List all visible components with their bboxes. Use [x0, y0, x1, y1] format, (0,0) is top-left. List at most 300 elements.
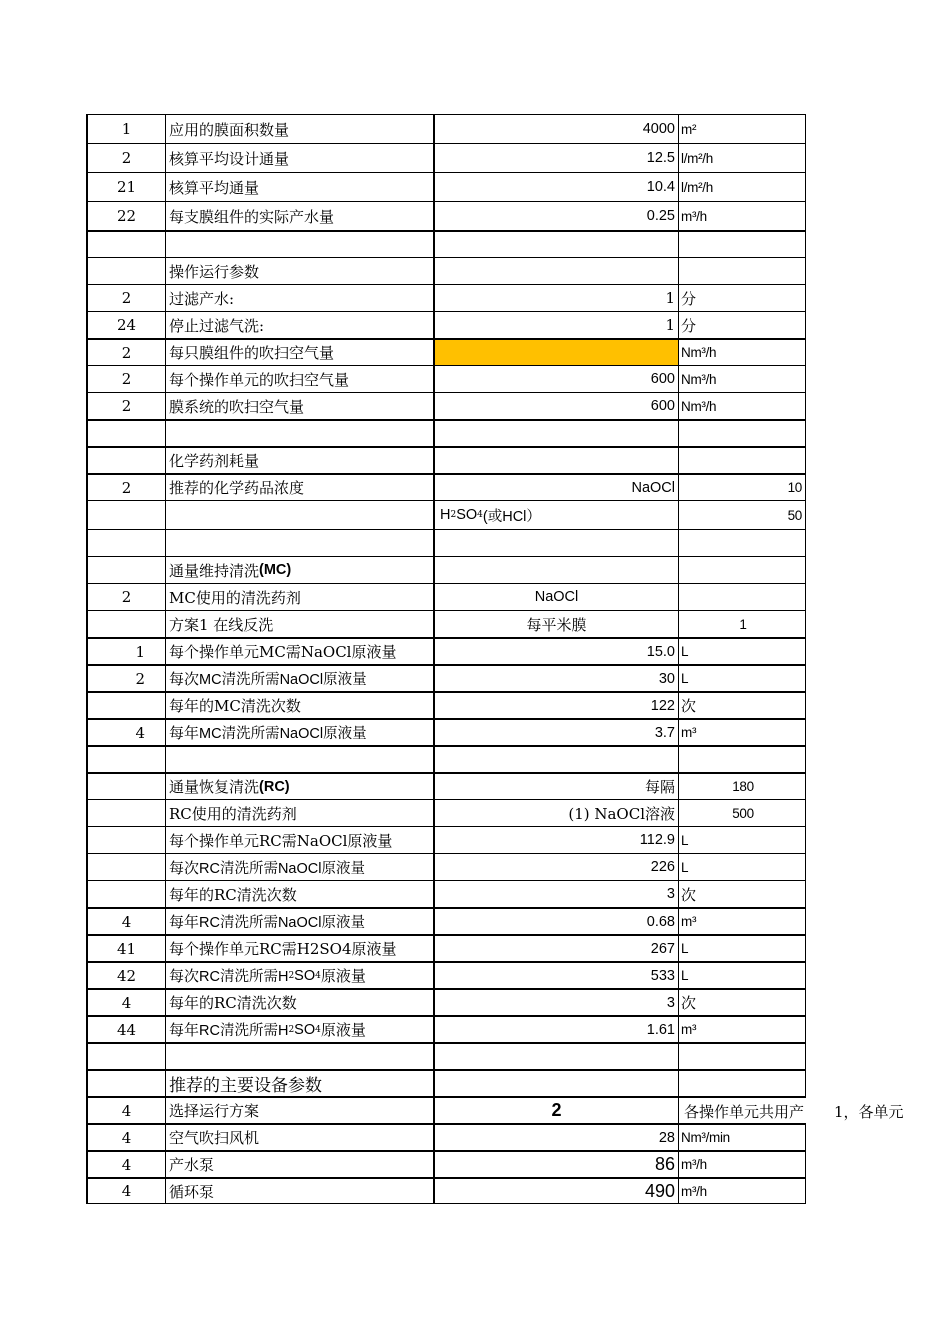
value-text: 3	[666, 994, 675, 1011]
row-label[interactable]	[166, 144, 435, 172]
row-value[interactable]	[435, 827, 679, 853]
row-value[interactable]	[435, 854, 679, 880]
row-value[interactable]	[435, 881, 679, 907]
row-number[interactable]	[86, 115, 166, 143]
label-text: 每年	[169, 913, 200, 931]
table-row	[86, 664, 806, 691]
value-text: 每隔	[644, 778, 675, 796]
table-row	[86, 988, 806, 1015]
row-value[interactable]	[435, 990, 679, 1015]
row-number[interactable]	[86, 1125, 166, 1150]
row-label[interactable]	[166, 557, 435, 583]
label-text: 每只膜组件的吹扫空气量	[169, 344, 335, 362]
row-value[interactable]	[435, 1017, 679, 1042]
row-label[interactable]	[166, 1071, 435, 1096]
row-value[interactable]	[435, 639, 679, 664]
row-unit[interactable]	[679, 666, 806, 691]
row-unit[interactable]	[679, 611, 806, 637]
label-tag: (MC)	[259, 562, 292, 578]
row-number[interactable]	[86, 693, 166, 718]
row-number[interactable]	[86, 173, 166, 201]
label-text: 每次	[169, 967, 200, 985]
row-unit[interactable]	[679, 393, 806, 419]
label-text: 通量维持清洗	[169, 561, 260, 580]
table-row	[86, 201, 806, 230]
table-row	[86, 473, 806, 500]
row-number[interactable]	[86, 232, 166, 257]
row-unit[interactable]	[679, 800, 806, 826]
row-unit[interactable]	[679, 693, 806, 718]
row-unit[interactable]	[679, 1017, 806, 1042]
row-number[interactable]	[86, 936, 166, 961]
row-number-text: 4	[121, 993, 132, 1012]
row-number[interactable]	[86, 393, 166, 419]
subscript: 4	[315, 1024, 321, 1035]
row-unit[interactable]	[679, 1071, 806, 1096]
row-number[interactable]	[86, 202, 166, 230]
row-label[interactable]	[166, 963, 435, 988]
row-number[interactable]	[86, 285, 166, 311]
table-row	[86, 691, 806, 718]
row-unit[interactable]	[679, 990, 806, 1015]
table-row	[86, 500, 806, 529]
row-unit[interactable]	[679, 1125, 806, 1150]
row-number[interactable]	[86, 639, 166, 664]
table-row	[86, 1123, 806, 1150]
row-label[interactable]	[166, 909, 435, 934]
row-label[interactable]	[166, 720, 435, 745]
row-unit[interactable]	[679, 312, 806, 338]
row-label[interactable]	[166, 475, 435, 500]
row-unit[interactable]	[679, 258, 806, 284]
table-row	[86, 172, 806, 201]
row-value[interactable]	[435, 666, 679, 691]
row-number[interactable]	[86, 990, 166, 1015]
row-number[interactable]	[86, 448, 166, 473]
row-unit[interactable]	[679, 144, 806, 172]
value-text: 112.9	[639, 832, 675, 848]
row-number-text: 41	[116, 939, 137, 958]
unit-text: l/m²/h	[681, 150, 713, 166]
row-label[interactable]	[166, 1179, 435, 1203]
unit-text: L	[681, 671, 689, 686]
row-label[interactable]	[166, 854, 435, 880]
row-unit[interactable]	[679, 584, 806, 610]
row-number-text: 44	[116, 1020, 137, 1039]
row-value[interactable]	[435, 909, 679, 934]
label-text: 应用的膜面积数量	[169, 120, 290, 139]
unit-text: Nm³/h	[681, 398, 717, 414]
unit-text: Nm³/min	[681, 1130, 730, 1145]
row-value[interactable]	[435, 393, 679, 419]
value-text: 267	[650, 940, 675, 957]
row-value[interactable]	[435, 1098, 679, 1123]
row-number[interactable]	[86, 800, 166, 826]
row-number[interactable]	[86, 747, 166, 772]
table-row	[86, 826, 806, 853]
row-label[interactable]	[166, 340, 435, 365]
row-value[interactable]	[435, 693, 679, 718]
row-number[interactable]	[86, 1017, 166, 1042]
row-unit[interactable]	[679, 232, 806, 257]
row-unit[interactable]	[679, 774, 806, 799]
row-number[interactable]	[86, 1071, 166, 1096]
row-value[interactable]	[435, 475, 679, 500]
row-number-text: 4	[121, 912, 132, 931]
table-row	[86, 961, 806, 988]
row-value[interactable]	[435, 173, 679, 201]
row-number[interactable]	[86, 963, 166, 988]
value-text: NaOCl	[631, 479, 675, 496]
row-label[interactable]	[166, 202, 435, 230]
value-text: 86	[654, 1154, 675, 1174]
row-label[interactable]	[166, 881, 435, 907]
table-row	[86, 583, 806, 610]
row-label[interactable]	[166, 774, 435, 799]
value-text: 10.4	[646, 179, 675, 195]
row-unit[interactable]	[679, 173, 806, 201]
row-label[interactable]	[166, 115, 435, 143]
subscript: 4	[315, 970, 321, 981]
label-text: MC使用的清洗药剂	[169, 588, 301, 607]
value-text: 122	[650, 697, 675, 714]
label-text: 核算平均设计通量	[169, 149, 290, 168]
row-unit[interactable]	[679, 747, 806, 772]
label-text: RC使用的清洗药剂	[169, 804, 297, 823]
row-value[interactable]	[435, 421, 679, 446]
table-row	[86, 907, 806, 934]
row-unit[interactable]	[679, 285, 806, 311]
row-label[interactable]	[166, 530, 435, 556]
row-label[interactable]	[166, 421, 435, 446]
table-row	[86, 1042, 806, 1069]
value-text: 1	[665, 316, 675, 334]
unit-text: 50	[787, 507, 802, 523]
row-label[interactable]	[166, 747, 435, 772]
row-value[interactable]	[435, 774, 679, 799]
unit-text: 500	[732, 805, 754, 821]
row-unit[interactable]	[679, 448, 806, 473]
row-number[interactable]	[86, 421, 166, 446]
row-unit[interactable]	[679, 530, 806, 556]
table-row	[86, 446, 806, 473]
label-text: 每次	[169, 670, 200, 688]
row-number[interactable]	[86, 475, 166, 500]
row-number[interactable]	[86, 312, 166, 338]
unit-text: m³	[681, 725, 697, 740]
row-unit[interactable]	[679, 1044, 806, 1069]
row-label[interactable]	[166, 1017, 435, 1042]
label-text: 产水泵	[169, 1156, 215, 1174]
row-value[interactable]	[435, 611, 679, 637]
value-text: 3	[666, 886, 675, 902]
row-number[interactable]	[86, 611, 166, 637]
label-text: 推荐的化学药品浓度	[169, 479, 305, 497]
unit-text: 分	[681, 289, 697, 308]
row-value[interactable]	[435, 1125, 679, 1150]
row-unit[interactable]	[679, 202, 806, 230]
row-label[interactable]	[166, 827, 435, 853]
value-text: NaOCl	[534, 589, 579, 605]
row-label[interactable]	[166, 232, 435, 257]
row-number[interactable]	[86, 827, 166, 853]
row-value[interactable]	[435, 800, 679, 826]
row-value[interactable]	[435, 747, 679, 772]
label-text: 每年的RC清洗次数	[169, 994, 297, 1012]
value-text: 3.7	[654, 724, 675, 741]
row-label[interactable]	[166, 1098, 435, 1123]
label-text: 每支膜组件的实际产水量	[169, 207, 335, 226]
row-number-text: 2	[121, 289, 132, 307]
label-text: 每年	[169, 724, 200, 742]
row-label[interactable]	[166, 285, 435, 311]
row-number[interactable]	[86, 666, 166, 691]
label-text: 选择运行方案	[169, 1102, 260, 1120]
label-text: 膜系统的吹扫空气量	[169, 397, 305, 416]
table-row	[86, 419, 806, 446]
row-number-text: 4	[121, 1101, 132, 1120]
row-number[interactable]	[86, 854, 166, 880]
row-label[interactable]	[166, 312, 435, 338]
row-number[interactable]	[86, 1152, 166, 1177]
label-formula-so: SO	[294, 967, 316, 984]
row-value[interactable]	[435, 285, 679, 311]
label-formula-suffix: 原液量	[320, 967, 366, 985]
table-row	[86, 1069, 806, 1096]
scheme-note-overflow: 各操作单元共用产 1，各单元	[684, 1103, 904, 1121]
row-value[interactable]	[435, 448, 679, 473]
label-text: 空气吹扫风机	[169, 1129, 260, 1147]
formula-suffix: (或HCl）	[482, 508, 541, 525]
label-text: 操作运行参数	[169, 262, 260, 281]
row-label[interactable]	[166, 990, 435, 1015]
row-number[interactable]	[86, 557, 166, 583]
row-label[interactable]	[166, 366, 435, 392]
value-text: 0.68	[646, 913, 675, 930]
row-value[interactable]	[435, 963, 679, 988]
row-label[interactable]	[166, 501, 435, 529]
row-value[interactable]	[435, 312, 679, 338]
label-suffix: RC清洗所需NaOCl原液量	[199, 915, 365, 931]
row-number-text: 2	[135, 669, 145, 688]
unit-text: m²	[681, 121, 697, 137]
table-row	[86, 529, 806, 556]
table-row	[86, 934, 806, 961]
row-label[interactable]	[166, 393, 435, 419]
unit-text: m³	[681, 914, 697, 929]
row-unit[interactable]	[679, 963, 806, 988]
row-label[interactable]	[166, 1125, 435, 1150]
row-number-text: 2	[121, 397, 132, 415]
row-label[interactable]	[166, 800, 435, 826]
unit-text: L	[681, 968, 689, 983]
row-unit[interactable]	[679, 501, 806, 529]
highlighted-input-cell[interactable]	[435, 340, 679, 365]
value-text: 12.5	[646, 150, 675, 166]
row-number[interactable]	[86, 340, 166, 365]
subscript: 2	[288, 1024, 295, 1035]
row-unit[interactable]	[679, 340, 806, 365]
row-number[interactable]	[86, 1044, 166, 1069]
row-value[interactable]	[435, 115, 679, 143]
unit-text: 1	[739, 616, 747, 632]
row-label[interactable]	[166, 173, 435, 201]
row-number[interactable]	[86, 720, 166, 745]
subscript: 2	[288, 970, 295, 981]
value-text: 600	[650, 371, 675, 387]
row-value[interactable]	[435, 144, 679, 172]
row-number-text: 42	[116, 966, 137, 985]
table-row	[86, 1150, 806, 1177]
label-text: 每个操作单元RC需H2SO4原液量	[169, 940, 397, 958]
unit-text: l/m²/h	[681, 179, 713, 195]
row-unit[interactable]	[679, 1152, 806, 1177]
row-number-text: 4	[121, 1182, 132, 1200]
value-text: 490	[644, 1180, 675, 1201]
row-unit[interactable]	[679, 421, 806, 446]
unit-text: 次	[681, 994, 697, 1012]
calculation-sheet	[86, 114, 904, 1204]
row-number-text: 2	[121, 370, 132, 388]
row-number-text: 2	[121, 343, 132, 362]
row-unit[interactable]	[679, 366, 806, 392]
row-value[interactable]	[435, 557, 679, 583]
label-suffix: MC清洗所需NaOCl原液量	[199, 726, 367, 742]
row-label[interactable]	[166, 1044, 435, 1069]
unit-text: L	[681, 859, 689, 875]
table-row	[86, 610, 806, 637]
row-label[interactable]	[166, 936, 435, 961]
row-label[interactable]	[166, 1152, 435, 1177]
row-value[interactable]	[435, 1179, 679, 1203]
row-unit[interactable]	[679, 639, 806, 664]
row-number-text: 22	[116, 207, 137, 225]
row-number-text: 2	[121, 478, 132, 497]
row-value[interactable]	[435, 258, 679, 284]
row-value[interactable]	[435, 584, 679, 610]
row-unit[interactable]	[679, 909, 806, 934]
unit-text: L	[681, 644, 689, 659]
row-value[interactable]	[435, 530, 679, 556]
row-number-text: 2	[121, 149, 132, 167]
unit-text: m³/h	[681, 208, 707, 224]
label-text: 化学药剂耗量	[169, 452, 260, 470]
row-number[interactable]	[86, 258, 166, 284]
row-value[interactable]	[435, 936, 679, 961]
row-label[interactable]	[166, 611, 435, 637]
row-value[interactable]	[435, 366, 679, 392]
unit-text: Nm³/h	[681, 371, 717, 387]
value-text: 1.61	[646, 1021, 675, 1038]
label-text: 每年的MC清洗次数	[169, 697, 301, 715]
table-row	[86, 1096, 904, 1123]
row-number[interactable]	[86, 366, 166, 392]
table-row	[86, 114, 806, 143]
table-row	[86, 143, 806, 172]
label-formula-so: SO	[294, 1021, 316, 1038]
row-value[interactable]	[435, 232, 679, 257]
table-row	[86, 257, 806, 284]
row-value[interactable]	[435, 1044, 679, 1069]
row-number[interactable]	[86, 1179, 166, 1203]
row-number[interactable]	[86, 584, 166, 610]
subscript: 4	[477, 510, 483, 520]
row-number[interactable]	[86, 881, 166, 907]
value-text: 533	[650, 967, 675, 984]
table-row	[86, 1177, 806, 1204]
label-text: 通量恢复清洗	[169, 778, 260, 796]
table-row	[86, 311, 806, 338]
row-unit[interactable]	[679, 115, 806, 143]
label-formula-suffix: 原液量	[320, 1021, 366, 1039]
row-unit[interactable]	[679, 854, 806, 880]
row-number[interactable]	[86, 909, 166, 934]
label-suffix: RC清洗所需NaOCl原液量	[199, 860, 365, 877]
row-unit[interactable]	[679, 827, 806, 853]
table-row	[86, 799, 806, 826]
row-label[interactable]	[166, 584, 435, 610]
row-number[interactable]	[86, 144, 166, 172]
table-row	[86, 853, 806, 880]
row-value[interactable]	[435, 1152, 679, 1177]
table-row	[86, 284, 806, 311]
row-value[interactable]	[435, 202, 679, 230]
row-unit[interactable]	[679, 720, 806, 745]
row-unit[interactable]	[679, 936, 806, 961]
unit-text: m³/h	[681, 1157, 707, 1172]
label-text: 每个操作单元的吹扫空气量	[169, 370, 350, 389]
row-label[interactable]	[166, 666, 435, 691]
row-number[interactable]	[86, 530, 166, 556]
row-number-text: 24	[116, 316, 137, 334]
row-value[interactable]	[435, 720, 679, 745]
row-unit[interactable]	[679, 1179, 806, 1203]
label-text: 每年	[169, 1021, 200, 1039]
row-number-text: 4	[121, 1128, 132, 1147]
row-unit[interactable]	[679, 557, 806, 583]
formula-so: SO	[456, 507, 478, 523]
row-number-text: 2	[121, 588, 132, 606]
label-text: 过滤产水:	[169, 289, 235, 308]
row-value[interactable]	[435, 1071, 679, 1096]
row-label[interactable]	[166, 693, 435, 718]
unit-text: L	[681, 832, 689, 848]
table-row	[86, 880, 806, 907]
row-label[interactable]	[166, 258, 435, 284]
row-number-text: 1	[121, 120, 132, 138]
table-row	[86, 365, 806, 392]
row-value[interactable]	[435, 501, 679, 529]
value-text: 28	[658, 1129, 675, 1146]
table-row	[86, 338, 806, 365]
label-text: 循环泵	[169, 1182, 215, 1201]
label-text: 每次	[169, 858, 200, 877]
row-label[interactable]	[166, 448, 435, 473]
table-row	[86, 556, 806, 583]
row-unit[interactable]	[679, 475, 806, 500]
unit-text: m³	[681, 1022, 697, 1037]
row-number[interactable]	[86, 501, 166, 529]
row-label[interactable]	[166, 639, 435, 664]
row-number[interactable]	[86, 774, 166, 799]
value-text: 0.25	[646, 208, 675, 224]
value-text: 30	[658, 670, 675, 687]
label-formula: RC清洗所需H	[199, 1023, 289, 1039]
value-text: 226	[650, 859, 675, 875]
row-unit[interactable]	[679, 881, 806, 907]
row-number[interactable]	[86, 1098, 166, 1123]
label-formula: RC清洗所需H	[199, 969, 289, 985]
